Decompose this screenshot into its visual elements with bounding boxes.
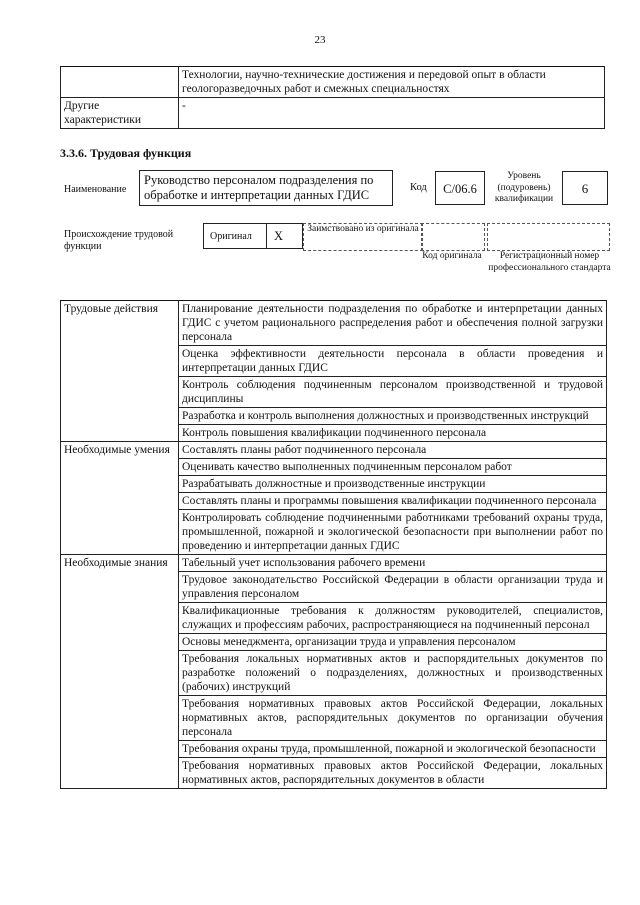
name-label: Наименование [64, 184, 127, 195]
origin-divider [266, 224, 267, 248]
skill-item: Составлять планы и программы повышения квалификации подчиненного персонала [179, 493, 607, 510]
row-label-required-knowledge: Необходимые знания [61, 555, 179, 789]
knowledge-item: Основы менеджмента, организации труда и управления персоналом [179, 634, 607, 651]
labour-action-item: Оценка эффективности деятельности персонала в области проведения и интерпретации данных ГДИС [179, 346, 607, 377]
page-number: 23 [314, 34, 326, 46]
knowledge-item: Трудовое законодательство Российской Федерации в области организации труда и управления персоналом [179, 572, 607, 603]
knowledge-item: Квалификационные требования к должностям руководителей, специалистов, служащих и профессиям рабочих, распространяющиеся на подчиненный персонал [179, 603, 607, 634]
code-original-box [421, 223, 485, 251]
row-label-labour-actions: Трудовые действия [61, 301, 179, 442]
origin-group [203, 223, 303, 249]
borrowed-label: Заимствовано из оригинала [307, 224, 419, 234]
table-row [61, 442, 607, 459]
skill-item: Разрабатывать должностные и производственные инструкции [179, 476, 607, 493]
knowledge-item: Требования нормативных правовых актов Российской Федерации, локальных нормативных актов, распорядительных документов по организации обучения персонала [179, 696, 607, 741]
code-original-label: Код оригинала [422, 251, 482, 261]
table-row [61, 67, 605, 98]
labour-action-item: Контроль повышения квалификации подчиненного персонала [179, 425, 607, 442]
table-cell: - [179, 98, 605, 129]
labour-action-item: Планирование деятельности подразделения по обработке и интерпретации данных ГДИС с учетом рационального распределения работ и обеспечения полной загрузки персонала [179, 301, 607, 346]
row-label-other-characteristics: Другие характеристики [61, 98, 179, 129]
labour-action-item: Разработка и контроль выполнения должностных и производственных инструкций [179, 408, 607, 425]
labour-function-table [60, 300, 607, 789]
labour-action-item: Контроль соблюдения подчиненным персоналом производственной и трудовой дисциплины [179, 377, 607, 408]
knowledge-item: Требования локальных нормативных актов и распорядительных документов по разработке положений о подразделениях, должностных и производственных (рабочих) инструкций [179, 651, 607, 696]
table-row [61, 301, 607, 346]
skill-item: Составлять планы работ подчиненного персонала [179, 442, 607, 459]
row-label-required-skills: Необходимые умения [61, 442, 179, 555]
original-mark: Х [274, 229, 284, 243]
knowledge-item: Требования охраны труда, промышленной, пожарной и экологической безопасности [179, 741, 607, 758]
reg-number-box [487, 223, 610, 251]
qualification-level-label: Уровень (подуровень) квалификации [494, 171, 554, 204]
table-row [61, 98, 605, 129]
origin-label: Происхождение трудовой функции [64, 229, 174, 252]
table-cell-empty [61, 67, 179, 98]
knowledge-item: Табельный учет использования рабочего времени [179, 555, 607, 572]
table-row [61, 555, 607, 572]
function-name-field: Руководство персоналом подразделения по обработке и интерпретации данных ГДИС [139, 170, 393, 206]
function-code-field: C/06.6 [435, 171, 485, 205]
qualification-level-field: 6 [562, 171, 608, 205]
skill-item: Контролировать соблюдение подчиненными работниками требований охраны труда, промышленной, пожарной и экологической безопасности при выполнении работ по проведению и интерпретации данных ГДИС [179, 510, 607, 555]
original-label: Оригинал [210, 231, 252, 242]
code-label: Код [410, 182, 427, 193]
reg-number-label: Регистрационный номер профессионального стандарта [488, 251, 611, 273]
skill-item: Оценивать качество выполненных подчиненным персоналом работ [179, 459, 607, 476]
continuation-table [60, 66, 605, 129]
section-title: 3.3.6. Трудовая функция [60, 146, 192, 160]
table-cell: Технологии, научно-технические достижения и передовой опыт в области геологоразведочных работ и смежных специальностях [179, 67, 605, 98]
knowledge-item: Требования нормативных правовых актов Российской Федерации, локальных нормативных актов, распорядительных документов в области [179, 758, 607, 789]
